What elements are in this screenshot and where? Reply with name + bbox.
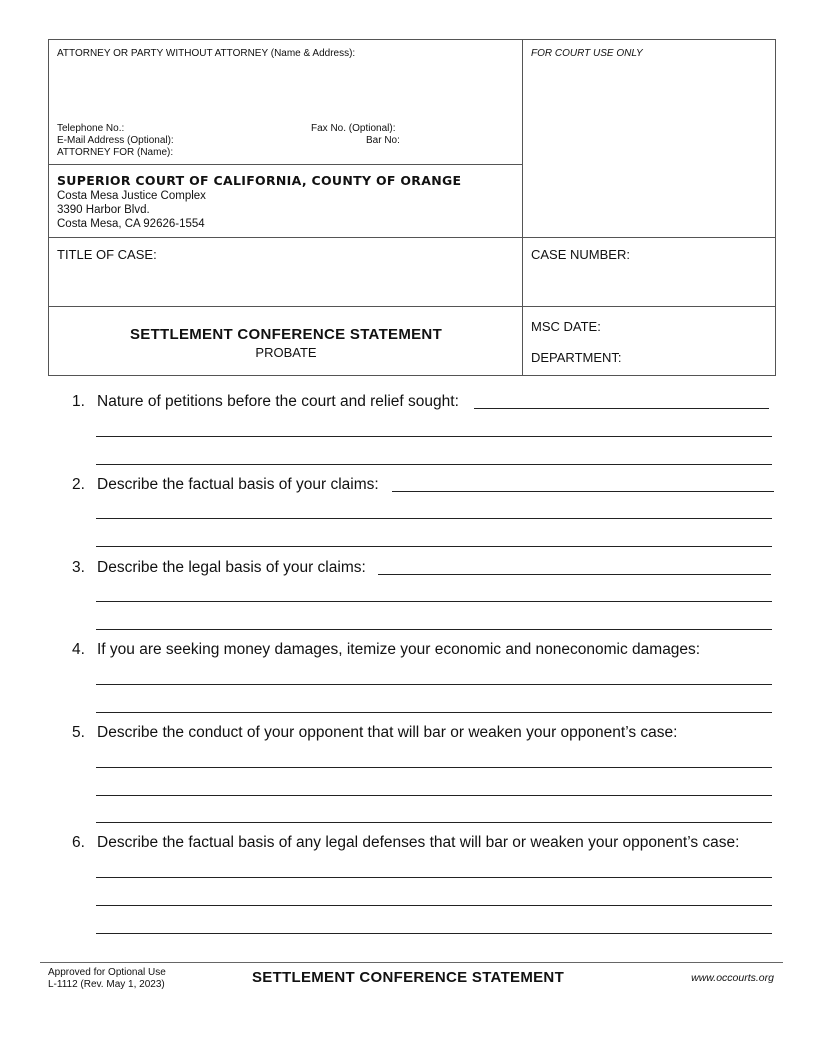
footer-title: SETTLEMENT CONFERENCE STATEMENT: [251, 969, 565, 986]
court-use-box: [522, 39, 776, 238]
question-number: 3.: [72, 559, 85, 576]
question-text: Describe the factual basis of your claims:: [97, 476, 379, 493]
court-address: [57, 189, 206, 231]
msc-date-label: MSC DATE:: [531, 319, 601, 334]
bar-label: Bar No:: [366, 135, 400, 146]
title-of-case-label: TITLE OF CASE:: [57, 247, 157, 262]
answer-line[interactable]: [96, 822, 772, 823]
answer-line[interactable]: [96, 464, 772, 465]
question-number: 1.: [72, 393, 85, 410]
msc-box: [522, 306, 776, 376]
question-text: If you are seeking money damages, itemize your economic and noneconomic damages:: [97, 641, 701, 658]
question-1: [72, 393, 459, 411]
footer-divider: [40, 962, 783, 963]
question-number: 5.: [72, 724, 85, 741]
answer-line[interactable]: [96, 518, 772, 519]
attorney-info-box: [48, 39, 523, 165]
answer-line[interactable]: [96, 436, 772, 437]
answer-line[interactable]: [96, 877, 772, 878]
question-text: Describe the factual basis of any legal defenses that will bar or weaken your opponent’s case:: [97, 834, 740, 851]
form-title-box: [48, 306, 523, 376]
department-label: DEPARTMENT:: [531, 350, 622, 365]
court-use-label: FOR COURT USE ONLY: [531, 48, 643, 59]
question-5: [72, 724, 677, 742]
answer-line[interactable]: [96, 933, 772, 934]
answer-line[interactable]: [96, 712, 772, 713]
attorney-for-label: ATTORNEY FOR (Name):: [57, 147, 174, 158]
telephone-label: Telephone No.:: [57, 123, 125, 134]
question-number: 6.: [72, 834, 85, 851]
question-3: [72, 559, 366, 577]
question-2: [72, 476, 379, 494]
answer-line[interactable]: [96, 546, 772, 547]
question-number: 4.: [72, 641, 85, 658]
answer-line[interactable]: [392, 491, 774, 492]
question-text: Describe the legal basis of your claims:: [97, 559, 366, 576]
court-info-box: [48, 164, 523, 238]
question-6: [72, 834, 739, 852]
court-address-line: 3390 Harbor Blvd.: [57, 204, 150, 216]
footer-website[interactable]: www.occourts.org: [691, 972, 774, 984]
court-address-line: Costa Mesa Justice Complex: [57, 190, 206, 202]
answer-line[interactable]: [96, 905, 772, 906]
approval-text: Approved for Optional Use: [48, 967, 166, 978]
fax-label: Fax No. (Optional):: [311, 123, 396, 134]
question-number: 2.: [72, 476, 85, 493]
answer-line[interactable]: [96, 684, 772, 685]
form-title: SETTLEMENT CONFERENCE STATEMENT: [129, 326, 443, 343]
title-of-case-box: [48, 237, 523, 307]
form-id: L-1112 (Rev. May 1, 2023): [48, 979, 165, 990]
question-text: Nature of petitions before the court and relief sought:: [97, 393, 459, 410]
court-address-line: Costa Mesa, CA 92626-1554: [57, 218, 205, 230]
answer-line[interactable]: [474, 408, 769, 409]
question-text: Describe the conduct of your opponent that will bar or weaken your opponent’s case:: [97, 724, 678, 741]
answer-line[interactable]: [378, 574, 771, 575]
answer-line[interactable]: [96, 767, 772, 768]
answer-line[interactable]: [96, 795, 772, 796]
answer-line[interactable]: [96, 629, 772, 630]
attorney-label: ATTORNEY OR PARTY WITHOUT ATTORNEY (Name & Address):: [57, 48, 356, 59]
court-name: SUPERIOR COURT OF CALIFORNIA, COUNTY OF ORANGE: [57, 173, 462, 188]
case-number-box: [522, 237, 776, 307]
case-number-label: CASE NUMBER:: [531, 247, 630, 262]
answer-line[interactable]: [96, 601, 772, 602]
question-4: [72, 641, 700, 659]
form-subtitle: PROBATE: [255, 345, 317, 360]
email-label: E-Mail Address (Optional):: [57, 135, 174, 146]
